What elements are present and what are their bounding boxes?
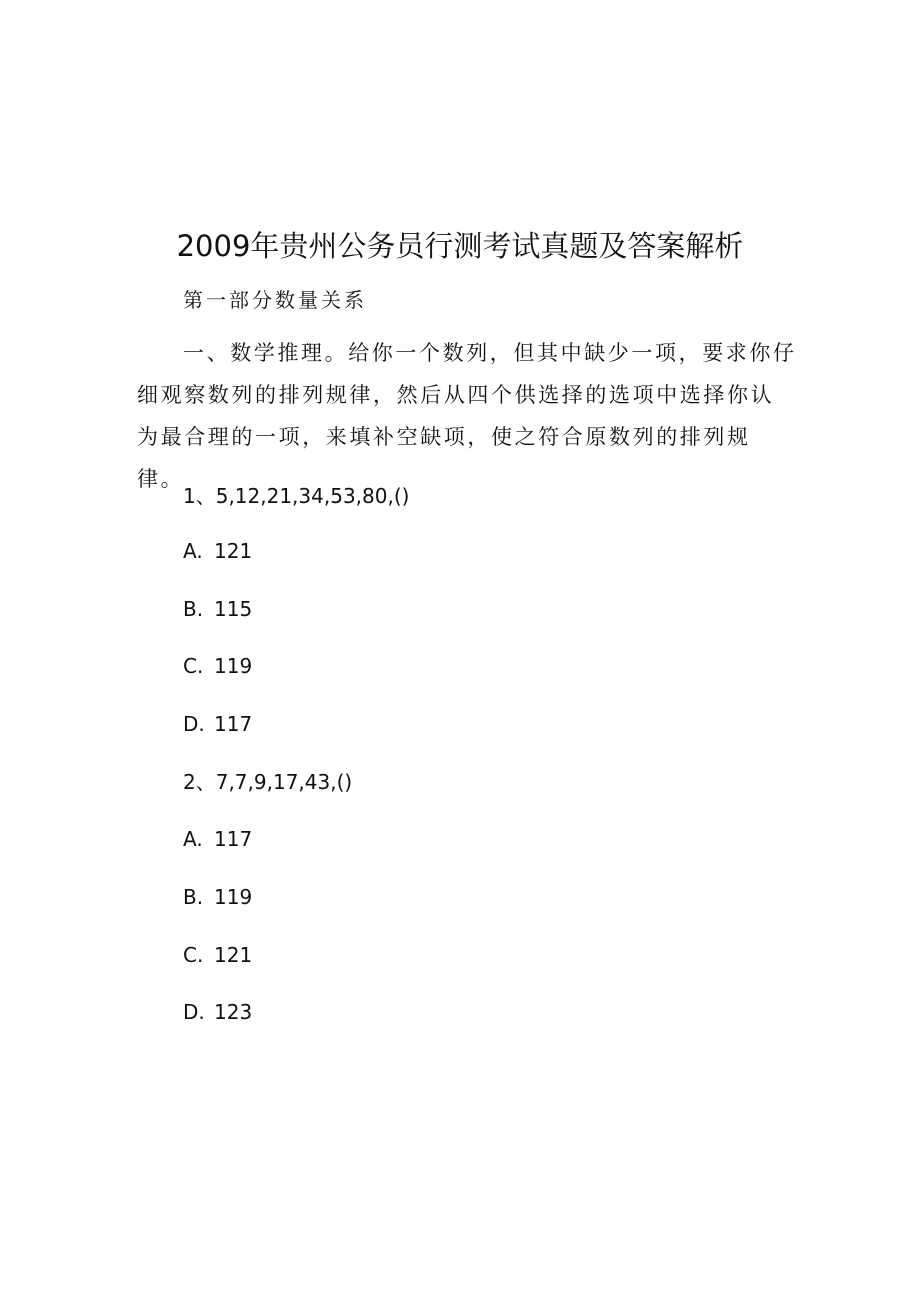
option-value: 117 (214, 827, 253, 851)
question-1-option-d (183, 709, 252, 739)
option-letter: D. (183, 1000, 205, 1024)
option-letter: C. (183, 943, 204, 967)
option-value: 115 (214, 597, 253, 621)
option-value: 121 (214, 943, 253, 967)
option-letter: C. (183, 654, 204, 678)
question-1-option-b (183, 594, 252, 624)
option-value: 123 (214, 1000, 253, 1024)
question-2-option-c (183, 940, 252, 970)
option-value: 121 (214, 539, 253, 563)
question-2-option-a (183, 824, 252, 854)
option-value: 119 (214, 885, 253, 909)
option-value: 119 (214, 654, 253, 678)
option-letter: D. (183, 712, 205, 736)
page-title: 2009年贵州公务员行测考试真题及答案解析 (176, 229, 744, 263)
question-1-option-a (183, 536, 252, 566)
option-value: 117 (214, 712, 253, 736)
option-letter: B. (183, 597, 204, 621)
option-letter: A. (183, 827, 203, 851)
question-2-stem: 2、7,7,9,17,43,() (183, 770, 353, 794)
option-letter: B. (183, 885, 204, 909)
instructions-paragraph: 一、数学推理。给你一个数列，但其中缺少一项，要求你仔细观察数列的排列规律，然后从四个供选择的选项中选择你认为最合理的一项，来填补空缺项，使之符合原数列的排列规律。 (137, 341, 797, 491)
section-heading: 第一部分数量关系 (183, 288, 367, 312)
question-2-option-d (183, 997, 252, 1027)
question-1-stem: 1、5,12,21,34,53,80,() (183, 484, 410, 508)
option-letter: A. (183, 539, 203, 563)
question-1-option-c (183, 651, 252, 681)
question-2-option-b (183, 882, 252, 912)
